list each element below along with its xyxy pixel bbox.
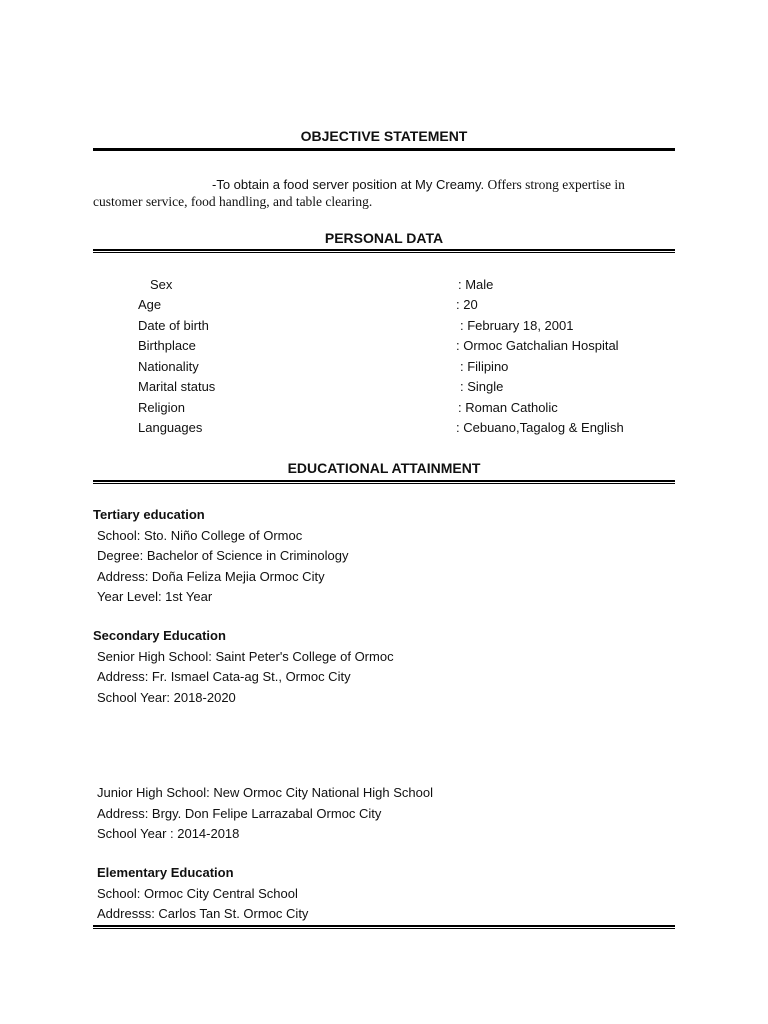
education-heading: EDUCATIONAL ATTAINMENT (287, 460, 481, 476)
value-marital-status: : Single (460, 379, 504, 394)
objective-text-a: -To obtain a food server position at My Creamy. (212, 177, 485, 192)
value-religion: : Roman Catholic (458, 400, 558, 415)
objective-rule (93, 148, 675, 151)
tertiary-degree: Degree: Bachelor of Science in Criminology (97, 548, 349, 563)
junior-high-school: Junior High School: New Ormoc City National High School (97, 785, 433, 800)
value-date-of-birth: : February 18, 2001 (460, 318, 574, 333)
label-religion: Religion (138, 400, 185, 415)
objective-line-1 (212, 177, 625, 193)
senior-high-address: Address: Fr. Ismael Cata-ag St., Ormoc City (97, 669, 351, 684)
senior-high-year: School Year: 2018-2020 (97, 690, 236, 705)
senior-high-school: Senior High School: Saint Peter's College of Ormoc (97, 649, 394, 664)
personal-data-heading: PERSONAL DATA (324, 230, 444, 246)
label-birthplace: Birthplace (138, 338, 196, 353)
tertiary-title: Tertiary education (93, 507, 205, 522)
elementary-title: Elementary Education (97, 865, 234, 880)
junior-high-address: Address: Brgy. Don Felipe Larrazabal Ormoc City (97, 806, 382, 821)
objective-line-2: customer service, food handling, and table clearing. (93, 194, 373, 209)
objective-text-b: Offers strong expertise in (484, 177, 625, 192)
value-nationality: : Filipino (460, 359, 509, 374)
value-languages: : Cebuano,Tagalog & English (456, 420, 624, 435)
tertiary-address: Address: Doña Feliza Mejia Ormoc City (97, 569, 325, 584)
elementary-address: Addresss: Carlos Tan St. Ormoc City (97, 906, 309, 921)
label-languages: Languages (138, 420, 203, 435)
education-rule (93, 480, 675, 484)
junior-high-year: School Year : 2014-2018 (97, 826, 240, 841)
value-birthplace: : Ormoc Gatchalian Hospital (456, 338, 619, 353)
label-date-of-birth: Date of birth (138, 318, 209, 333)
value-age: : 20 (456, 297, 478, 312)
tertiary-school: School: Sto. Niño College of Ormoc (97, 528, 303, 543)
label-nationality: Nationality (138, 359, 199, 374)
label-marital-status: Marital status (138, 379, 216, 394)
elementary-school: School: Ormoc City Central School (97, 886, 298, 901)
bottom-rule (93, 925, 675, 929)
objective-heading: OBJECTIVE STATEMENT (300, 128, 468, 144)
personal-data-rule (93, 249, 675, 253)
label-sex: Sex (150, 277, 173, 292)
secondary-title: Secondary Education (93, 628, 226, 643)
label-age: Age (138, 297, 162, 312)
value-sex: : Male (458, 277, 494, 292)
tertiary-year-level: Year Level: 1st Year (97, 589, 213, 604)
